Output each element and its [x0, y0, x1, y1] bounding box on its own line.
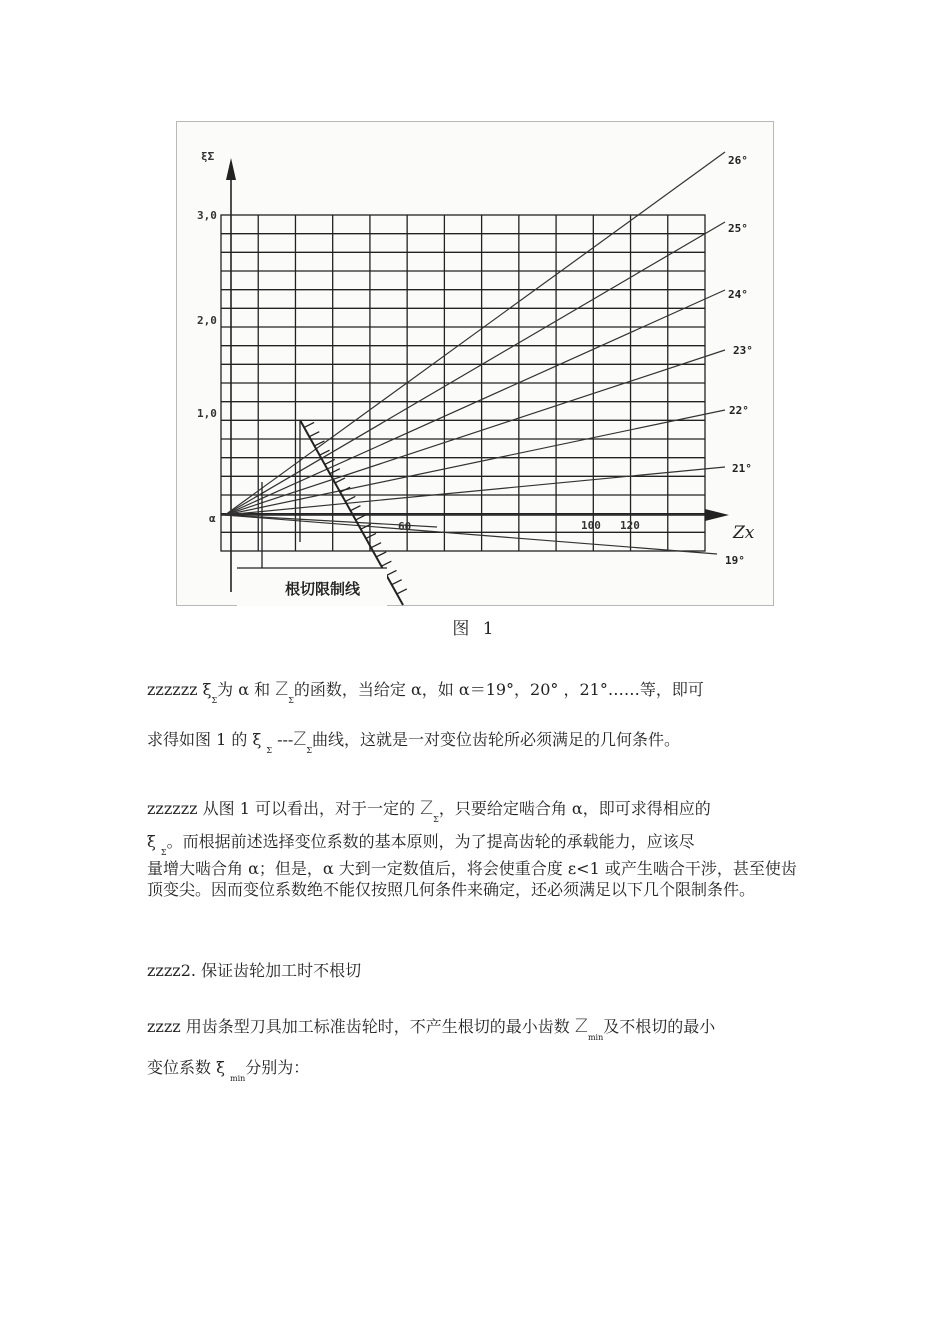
text: zzzzzz ξ [147, 680, 212, 699]
subscript: min [230, 1074, 246, 1083]
curve-label: 21° [732, 462, 752, 475]
paragraph-2-rest: 量增大啮合角 α；但是，α 大到一定数值后，将会使重合度 ε<1 或产生啮合干涉，甚至使齿顶变尖。因而变位系数绝不能仅按照几何条件来确定，还必须满足以下几个限制条件。 [147, 859, 797, 899]
y-axis-label: ξΣ [201, 150, 215, 163]
x-tick-label: 100 [581, 519, 601, 532]
hatch-mark [345, 496, 355, 501]
hatch-mark [387, 570, 397, 575]
curve-label: 23° [733, 344, 753, 357]
text: 曲线，这就是一对变位齿轮所必须满足的几何条件。 [312, 730, 681, 749]
figure-caption: 图 1 [452, 619, 498, 639]
text: 变位系数 ξ [147, 1058, 225, 1077]
symbol-z: Z [574, 1015, 588, 1037]
y-tick-label: α [209, 512, 216, 525]
curve-label: 25° [728, 222, 748, 235]
paragraph-1-line-2 [147, 727, 681, 755]
subscript: Σ [433, 815, 439, 824]
paragraph-3-line-1 [147, 1014, 716, 1042]
text: 及不根切的最小 [603, 1017, 716, 1036]
subscript: min [587, 1033, 604, 1042]
y-tick-label: 1,0 [197, 407, 217, 420]
figure-1-chart [177, 122, 775, 607]
text: 为 α 和 [217, 680, 271, 699]
hatch-mark [397, 589, 407, 594]
y-axis-arrow-icon [226, 158, 236, 180]
curve-label: 19° [725, 554, 745, 567]
hatch-mark [350, 506, 360, 511]
undercut-label: 根切限制线 [285, 580, 361, 598]
text: zzzzzz 从图 1 可以看出，对于一定的 [147, 799, 416, 818]
symbol-z: Z [293, 728, 307, 750]
curve-label: 22° [729, 404, 749, 417]
hatch-mark [330, 469, 340, 474]
curve-label: 24° [728, 288, 748, 301]
subscript: Σ [160, 848, 167, 857]
x-axis-arrow-icon [705, 509, 729, 521]
subscript: Σ [288, 696, 294, 705]
x-tick-label: 60 [398, 520, 412, 533]
hatch-mark [371, 543, 381, 548]
x-tick-label: 120 [620, 519, 640, 532]
symbol-z: Z [420, 797, 434, 819]
curve-label: 26° [728, 154, 748, 167]
paragraph-2-line-2 [147, 829, 695, 857]
text: 求得如图 1 的 ξ [147, 730, 262, 749]
text: --- [277, 730, 294, 749]
section-heading: zzzz2. 保证齿轮加工时不根切 [147, 961, 362, 980]
text: 分别为： [245, 1058, 310, 1077]
symbol-z: Z [275, 678, 289, 700]
y-tick-label: 3,0 [197, 209, 217, 222]
x-axis-label: Zx [733, 523, 755, 543]
paragraph-3-line-2 [147, 1055, 310, 1083]
paragraph-1-line-1 [147, 677, 704, 705]
figure-1 [176, 121, 774, 606]
paragraph-2-line-1 [147, 796, 711, 824]
angle-curve [225, 515, 717, 554]
text: zzzz 用齿条型刀具加工标准齿轮时，不产生根切的最小齿数 [147, 1017, 570, 1036]
hatch-mark [392, 580, 402, 585]
text: ξ [147, 832, 156, 851]
hatch-mark [376, 552, 386, 557]
subscript: Σ [306, 746, 313, 755]
text: 。而根据前述选择变位系数的基本原则，为了提高齿轮的承载能力，应该尽 [166, 832, 695, 851]
text: 的函数，当给定 α，如 α＝19°，20° ，21°……等，即可 [293, 680, 704, 699]
hatch-mark [340, 487, 350, 492]
hatch-mark [366, 533, 376, 538]
subscript: Σ [211, 696, 218, 705]
y-tick-label: 2,0 [197, 314, 217, 327]
hatch-mark [381, 561, 391, 566]
text: ，只要给定啮合角 α，即可求得相应的 [438, 799, 711, 818]
hatch-mark [304, 422, 314, 427]
hatch-mark [309, 432, 319, 437]
subscript: Σ [266, 746, 273, 755]
undercut-limit-line [237, 420, 407, 606]
